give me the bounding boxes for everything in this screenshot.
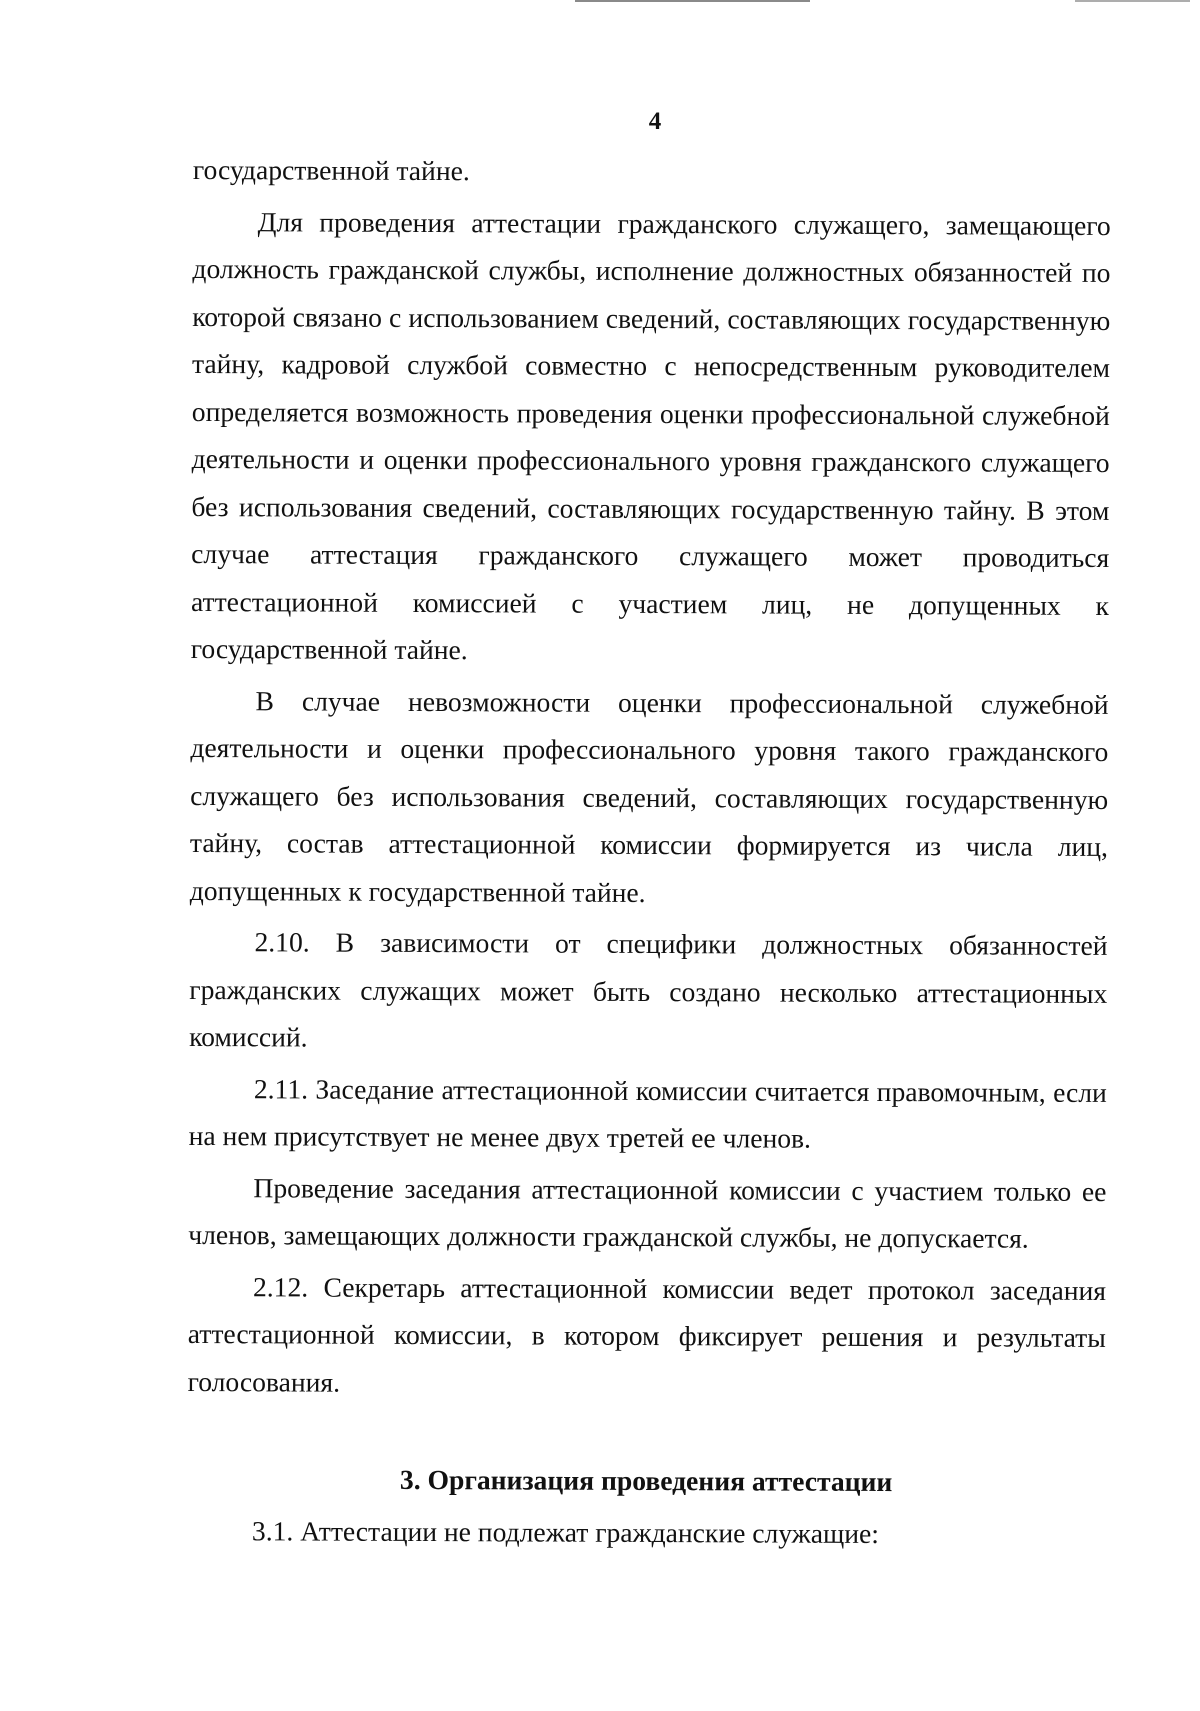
scan-artifact-line <box>575 0 810 2</box>
paragraph: Для проведения аттестации гражданского служащего, замещающего должность гражданской службы, исполнение должностных обязанностей по которой связано с использованием сведений, составляющих государственную тайну, кадровой службой совместно с непосредственным руководителем определяется возможность проведения оценки профессиональной служебной деятельности и оценки профессионального уровня гражданского служащего без использования сведений, составляющих государственную тайну. В этом случае аттестация гражданского служащего может проводиться аттестационной комиссией с участием лиц, не допущенных к государственной тайне. <box>190 205 1111 666</box>
paragraph: В случае невозможности оценки профессиональной служебной деятельности и оценки профессионального уровня такого гражданского служащего без использования сведений, составляющих государственную тайну, состав аттестационной комиссии формируется из числа лиц, допущенных к государственной тайне. <box>189 684 1109 908</box>
paragraph-2-12: 2.12. Секретарь аттестационной комиссии ведет протокол заседания аттестационной комиссии, в котором фиксирует решения и результаты голосования. <box>187 1270 1107 1398</box>
paragraph-3-1: 3.1. Аттестации не подлежат гражданские служащие: <box>251 1514 880 1549</box>
paragraph-2-11: 2.11. Заседание аттестационной комиссии считается правомочным, если на нем присутствует не менее двух третей ее членов. <box>188 1072 1107 1154</box>
page-number: 4 <box>648 108 662 135</box>
paragraph: Проведение заседания аттестационной комиссии с участием только ее членов, замещающих должности гражданской службы, не допускается. <box>188 1171 1107 1254</box>
section-heading: 3. Организация проведения аттестации <box>399 1463 893 1498</box>
paragraph-2-10: 2.10. В зависимости от специфики должностных обязанностей гражданских служащих может быть создано несколько аттестационных комиссий. <box>189 926 1108 1053</box>
paragraph-continuation: государственной тайне. <box>192 153 470 187</box>
document-body <box>187 146 1111 1558</box>
scan-artifact-line <box>1075 0 1190 2</box>
